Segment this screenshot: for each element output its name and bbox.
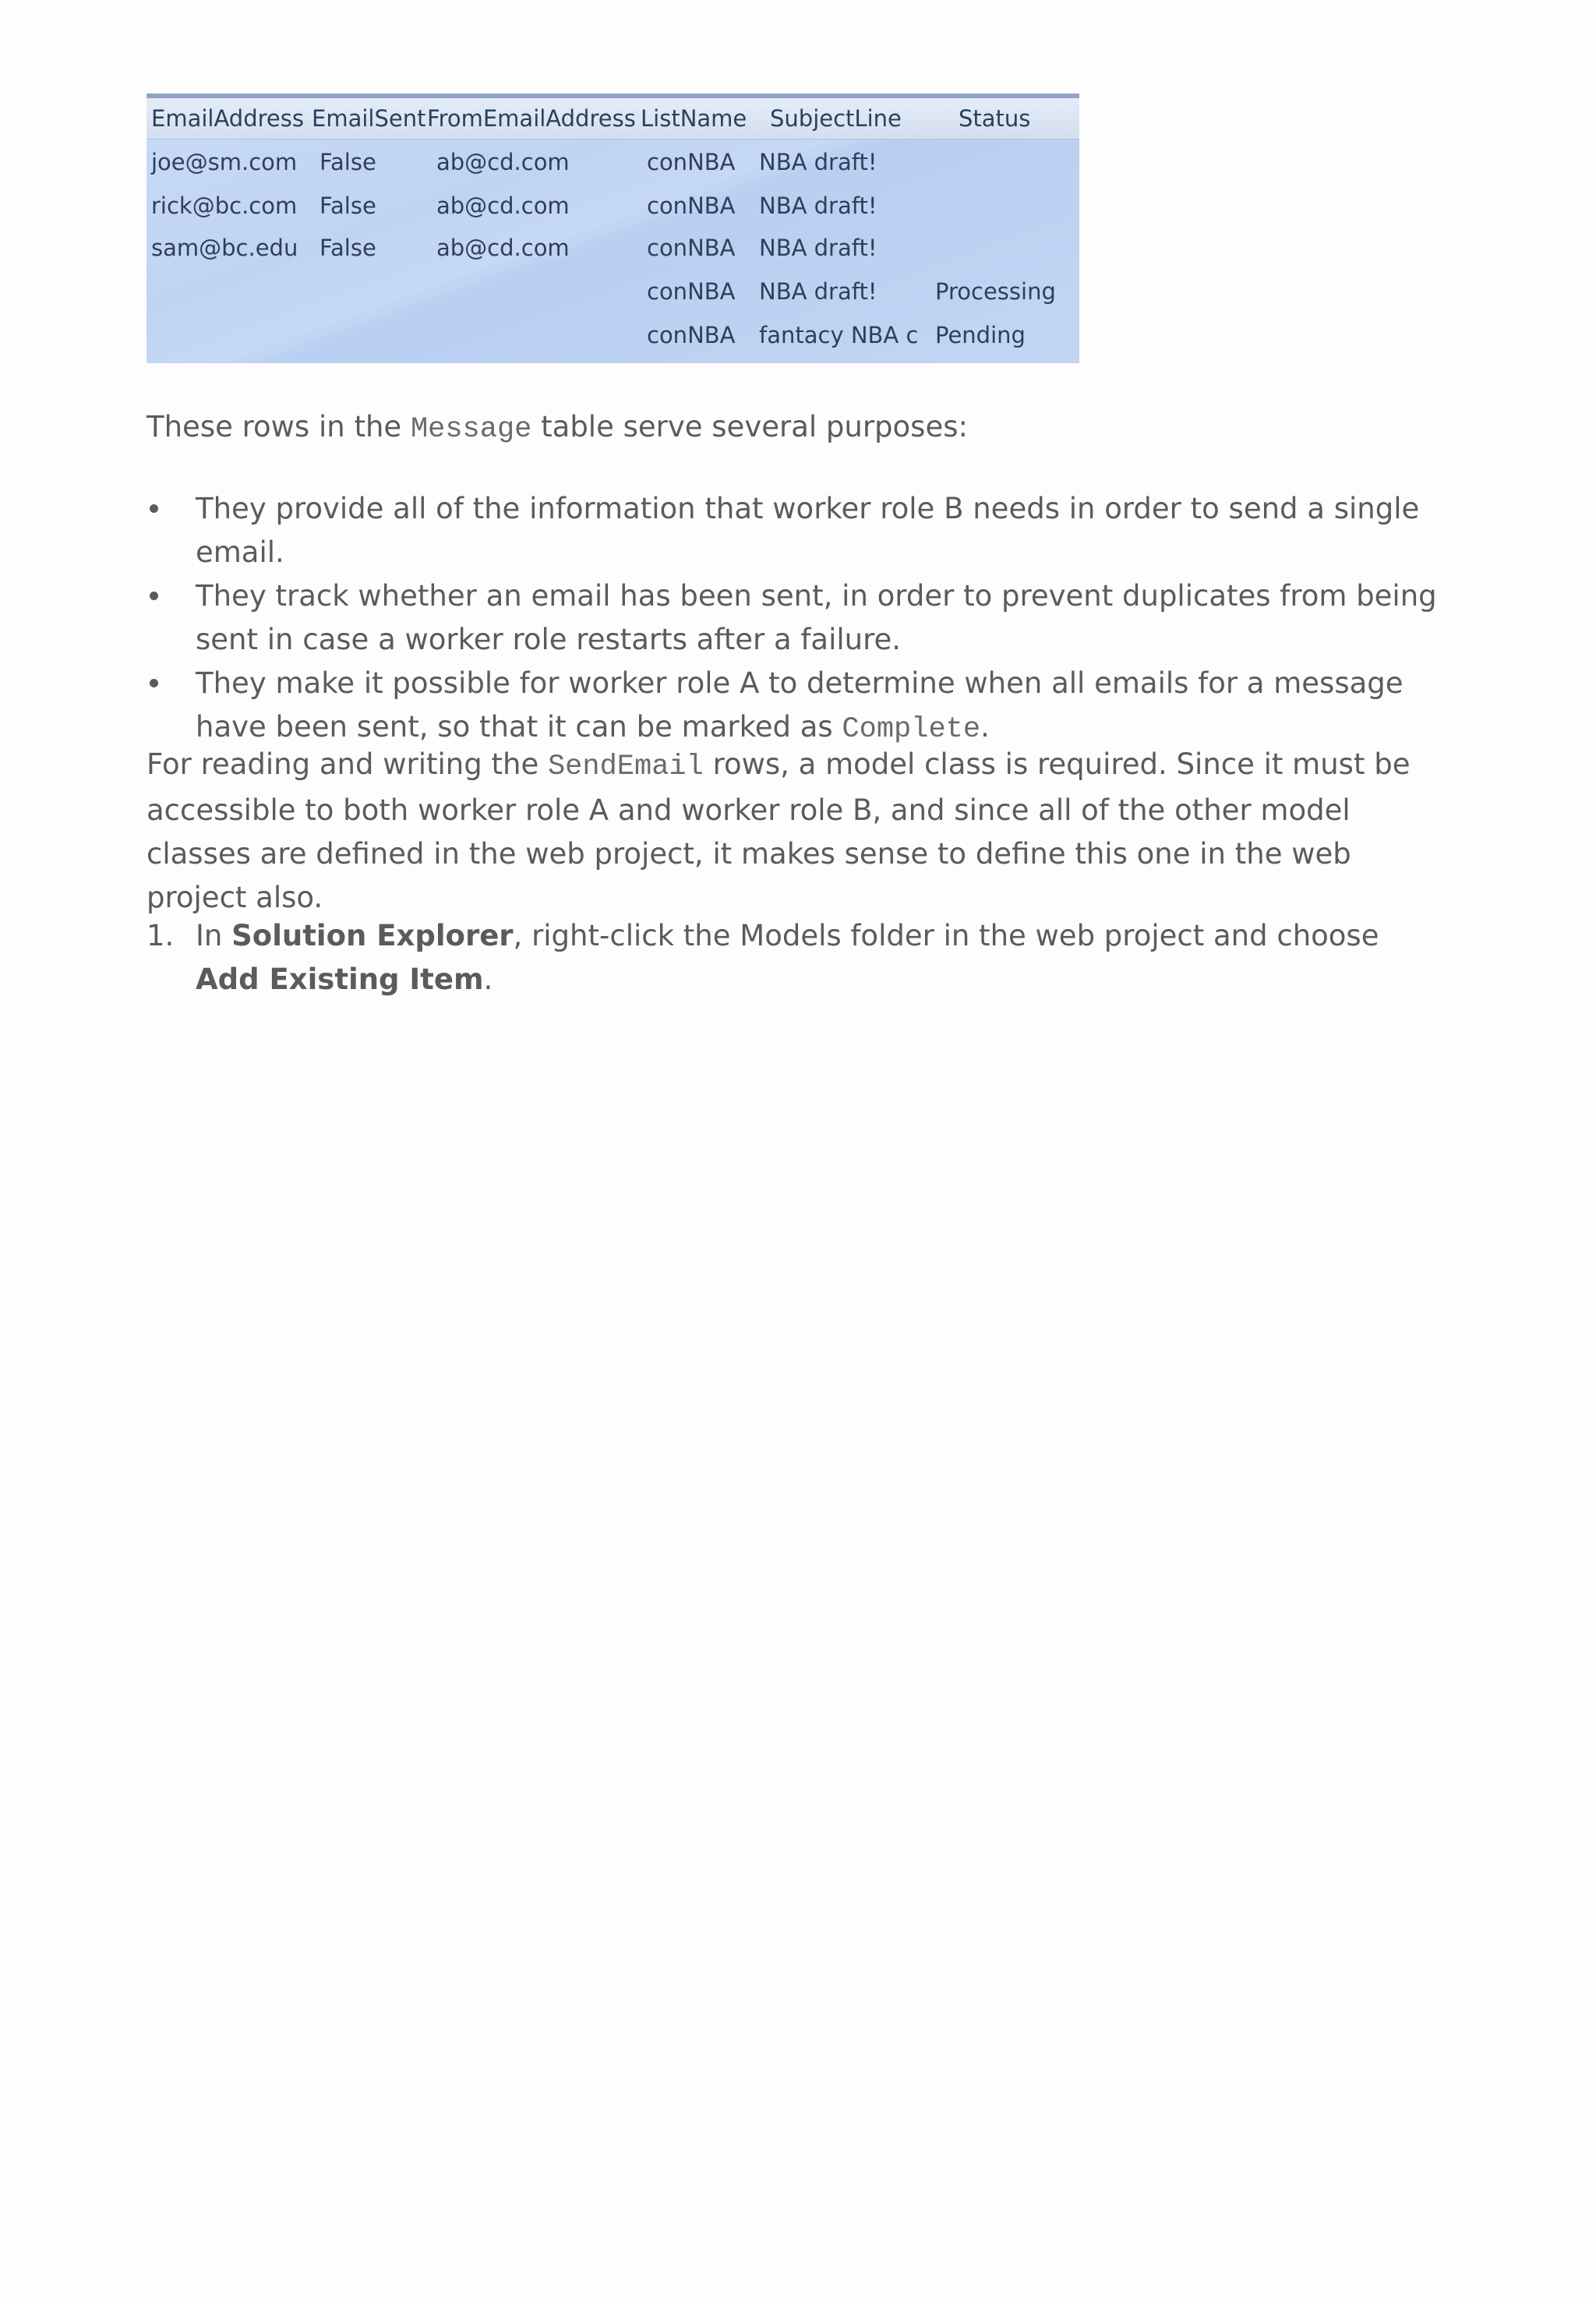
table-cell: conNBA [647, 278, 736, 305]
table-cell: rick@bc.com [151, 193, 298, 219]
purposes-list [147, 487, 1449, 751]
steps-list [147, 914, 1449, 1002]
table-cell: joe@sm.com [151, 149, 298, 175]
table-cell: ab@cd.com [436, 235, 570, 261]
step-bold-add-existing-item: Add Existing Item [196, 963, 484, 996]
model-text-before: For reading and writing the [147, 747, 548, 781]
bullet-icon [150, 504, 158, 513]
message-table-screenshot [147, 94, 1079, 363]
table-cell: False [320, 149, 376, 175]
list-item-text-end: . [980, 710, 990, 744]
column-header-emailsent: EmailSent [312, 105, 426, 132]
bullet-icon [150, 592, 158, 600]
table-cell: NBA draft! [759, 235, 877, 261]
table-cell: NBA draft! [759, 278, 877, 305]
table-cell: False [320, 193, 376, 219]
intro-text-before: These rows in the [147, 410, 411, 443]
table-cell: Pending [935, 322, 1026, 348]
table-cell: conNBA [647, 235, 736, 261]
model-text-after: rows, a model class is required. Since it must be accessible to both worker role A and worker role B, and since all of the other model classes are defined in the web project, it makes sense to define this one in the web project also. [147, 747, 1411, 914]
bullet-icon [150, 679, 158, 687]
table-cell: Processing [935, 278, 1056, 305]
table-cell: conNBA [647, 322, 736, 348]
inline-code-sendemail: SendEmail [547, 751, 704, 783]
table-cell: conNBA [647, 193, 736, 219]
step-item [147, 914, 1449, 1002]
column-header-listname: ListName [641, 105, 747, 132]
intro-text-after: table serve several purposes: [531, 410, 968, 443]
step-number: 1. [147, 919, 175, 952]
list-item-text: They track whether an email has been sent, in order to prevent duplicates from being sent in case a worker role restarts after a failure. [196, 579, 1437, 656]
step-bold-solution-explorer: Solution Explorer [231, 919, 514, 952]
table-cell: NBA draft! [759, 149, 877, 175]
table-cell: conNBA [647, 149, 736, 175]
table-cell: sam@bc.edu [151, 235, 298, 261]
step-text-middle: , right-click the Models folder in the web project and choose [513, 919, 1379, 952]
column-header-subjectline: SubjectLine [770, 105, 902, 132]
list-item-text: They provide all of the information that worker role B needs in order to send a single email. [196, 492, 1420, 569]
intro-paragraph [147, 405, 1449, 451]
step-text-before: In [196, 919, 232, 952]
table-cell: False [320, 235, 376, 261]
column-header-status: Status [959, 105, 1031, 132]
column-header-emailaddress: EmailAddress [151, 105, 304, 132]
list-item [147, 487, 1449, 574]
column-header-fromemailaddress: FromEmailAddress [427, 105, 636, 132]
list-item [147, 662, 1449, 751]
model-class-paragraph [147, 743, 1449, 920]
inline-code-message: Message [410, 413, 532, 446]
table-cell: fantacy NBA c [759, 322, 919, 348]
list-item-text: They make it possible for worker role A to determine when all emails for a message have been sent, so that it can be marked as [196, 666, 1404, 744]
table-cell: ab@cd.com [436, 193, 570, 219]
table-cell: NBA draft! [759, 193, 877, 219]
inline-code-complete: Complete [842, 713, 981, 746]
list-item [147, 574, 1449, 662]
step-text-after: . [483, 963, 493, 996]
table-cell: ab@cd.com [436, 149, 570, 175]
